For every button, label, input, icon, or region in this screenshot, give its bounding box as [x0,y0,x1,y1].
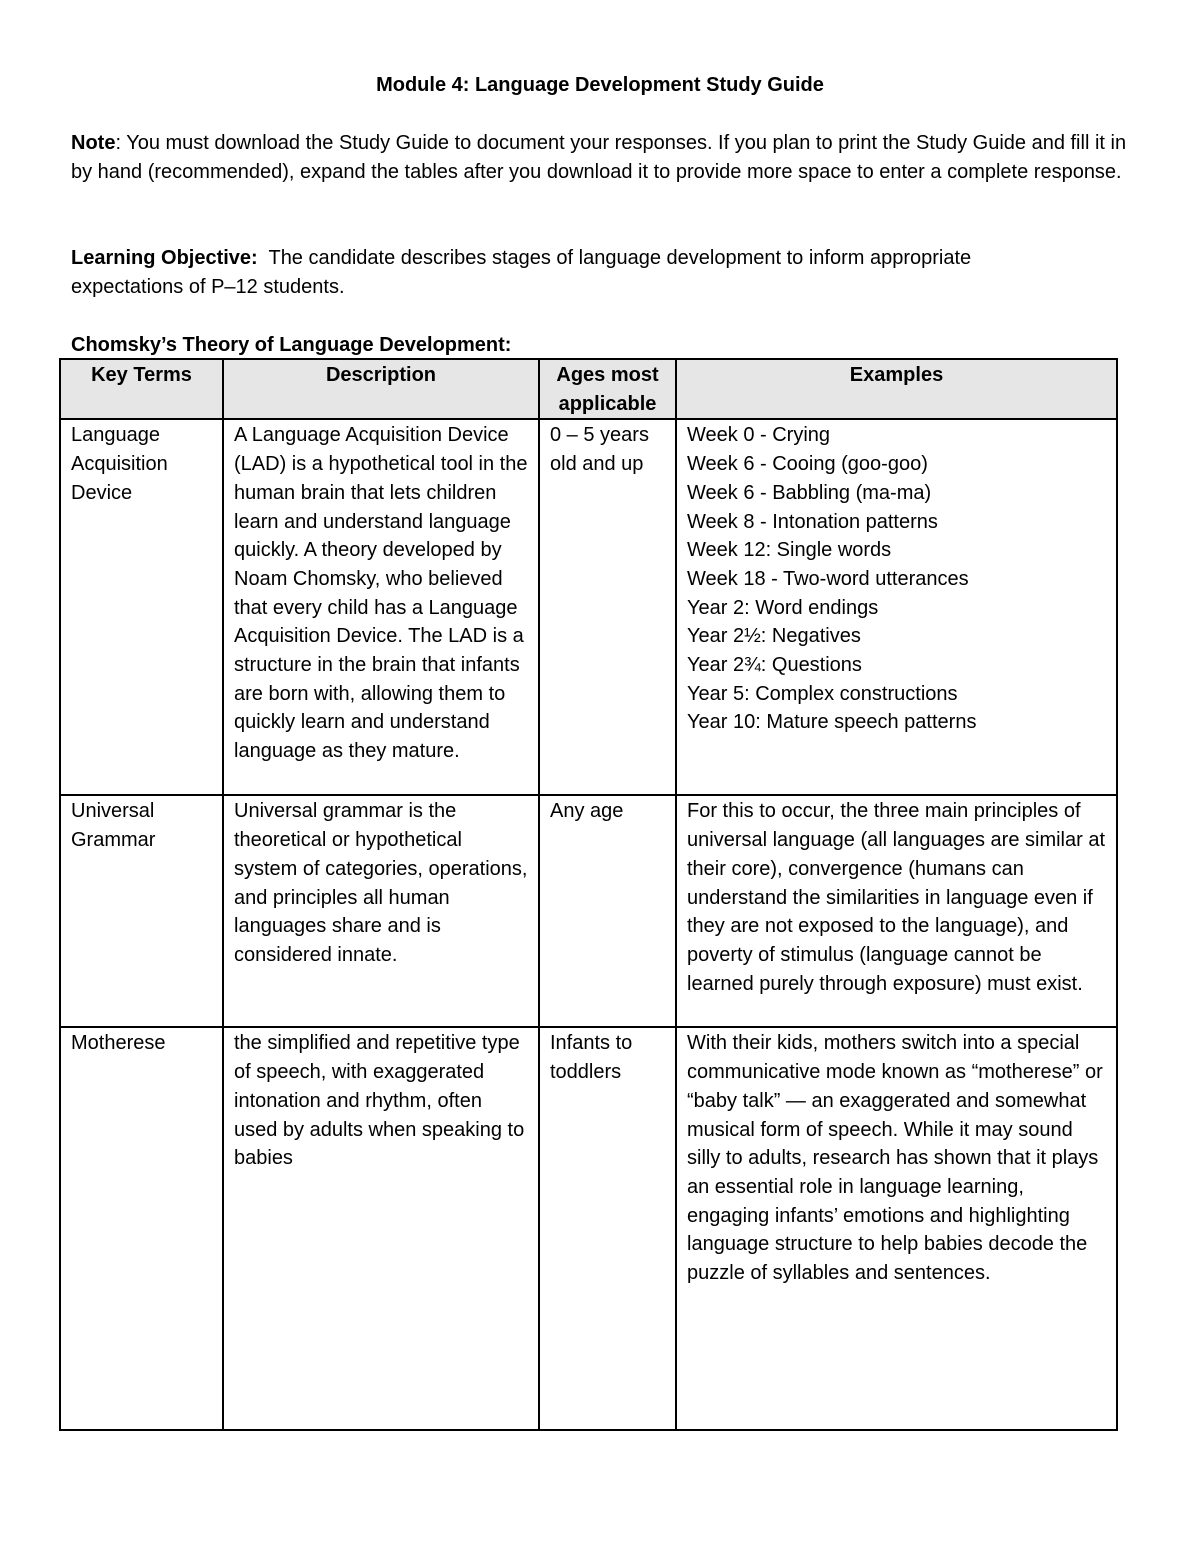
example-line: Year 2¾: Questions [687,654,862,677]
header-description: Description [223,359,539,419]
ages-cell: Any age [539,795,676,1027]
description-cell: A Language Acquisition Device (LAD) is a hypothetical tool in the human brain that lets children learn and understand language quickly. A theory developed by Noam Chomsky, who believed that every child has a Language Acquisition Device. The LAD is a structure in the brain that infants are born with, allowing them to quickly learn and understand language as they mature. [223,419,539,795]
header-key-terms: Key Terms [60,359,223,419]
table-heading: Chomsky’s Theory of Language Development: [71,334,512,356]
learning-objective-label: Learning Objective: [71,247,258,269]
note-text: : You must download the Study Guide to document your responses. If you plan to print the Study Guide and fill it in by hand (recommended), expand the tables after you download it to provide more space to enter a complete response. [71,132,1127,183]
ages-cell: 0 – 5 years old and up [539,419,676,795]
header-examples: Examples [676,359,1117,419]
study-guide-table [59,358,1118,1431]
example-line: Year 2½: Negatives [687,625,861,648]
example-line: Week 18 - Two-word utterances [687,567,969,590]
ages-cell: Infants to toddlers [539,1027,676,1430]
example-line: Week 6 - Cooing (goo-goo) [687,453,928,476]
header-ages: Ages most applicable [539,359,676,419]
term-cell: Universal Grammar [60,795,223,1027]
example-line: Year 5: Complex constructions [687,682,958,705]
table-row [60,419,1117,795]
example-line: Year 10: Mature speech patterns [687,711,977,734]
note-paragraph [71,129,1131,187]
examples-cell: For this to occur, the three main principles of universal language (all languages are similar at their core), convergence (humans can understand the similarities in language even if they are not exposed to the language), and poverty of stimulus (language cannot be learned purely through exposure) must exist. [676,795,1117,1027]
examples-cell: With their kids, mothers switch into a special communicative mode known as “motherese” or “baby talk” — an exaggerated and somewhat musical form of speech. While it may sound silly to adults, research has shown that it plays an essential role in language learning, engaging infants’ emotions and highlighting language structure to help babies decode the puzzle of syllables and sentences. [676,1027,1117,1430]
term-cell: Language Acquisition Device [60,419,223,795]
learning-objective-paragraph [71,244,1071,302]
learning-objective-text: The candidate describes stages of language development to inform appropriate expectations of P–12 students. [71,247,977,298]
table-row [60,1027,1117,1430]
note-label: Note [71,132,116,154]
table-header-row [60,359,1117,419]
examples-cell [676,419,1117,795]
document-title: Module 4: Language Development Study Guide [376,74,824,96]
table-row [60,795,1117,1027]
example-line: Week 8 - Intonation patterns [687,510,938,533]
example-line: Week 0 - Crying [687,424,831,447]
description-cell: Universal grammar is the theoretical or hypothetical system of categories, operations, and principles all human languages share and is considered innate. [223,795,539,1027]
example-line: Year 2: Word endings [687,596,879,619]
example-line: Week 6 - Babbling (ma-ma) [687,481,932,504]
description-cell: the simplified and repetitive type of speech, with exaggerated intonation and rhythm, often used by adults when speaking to babies [223,1027,539,1430]
term-cell: Motherese [60,1027,223,1430]
example-line: Week 12: Single words [687,539,892,562]
